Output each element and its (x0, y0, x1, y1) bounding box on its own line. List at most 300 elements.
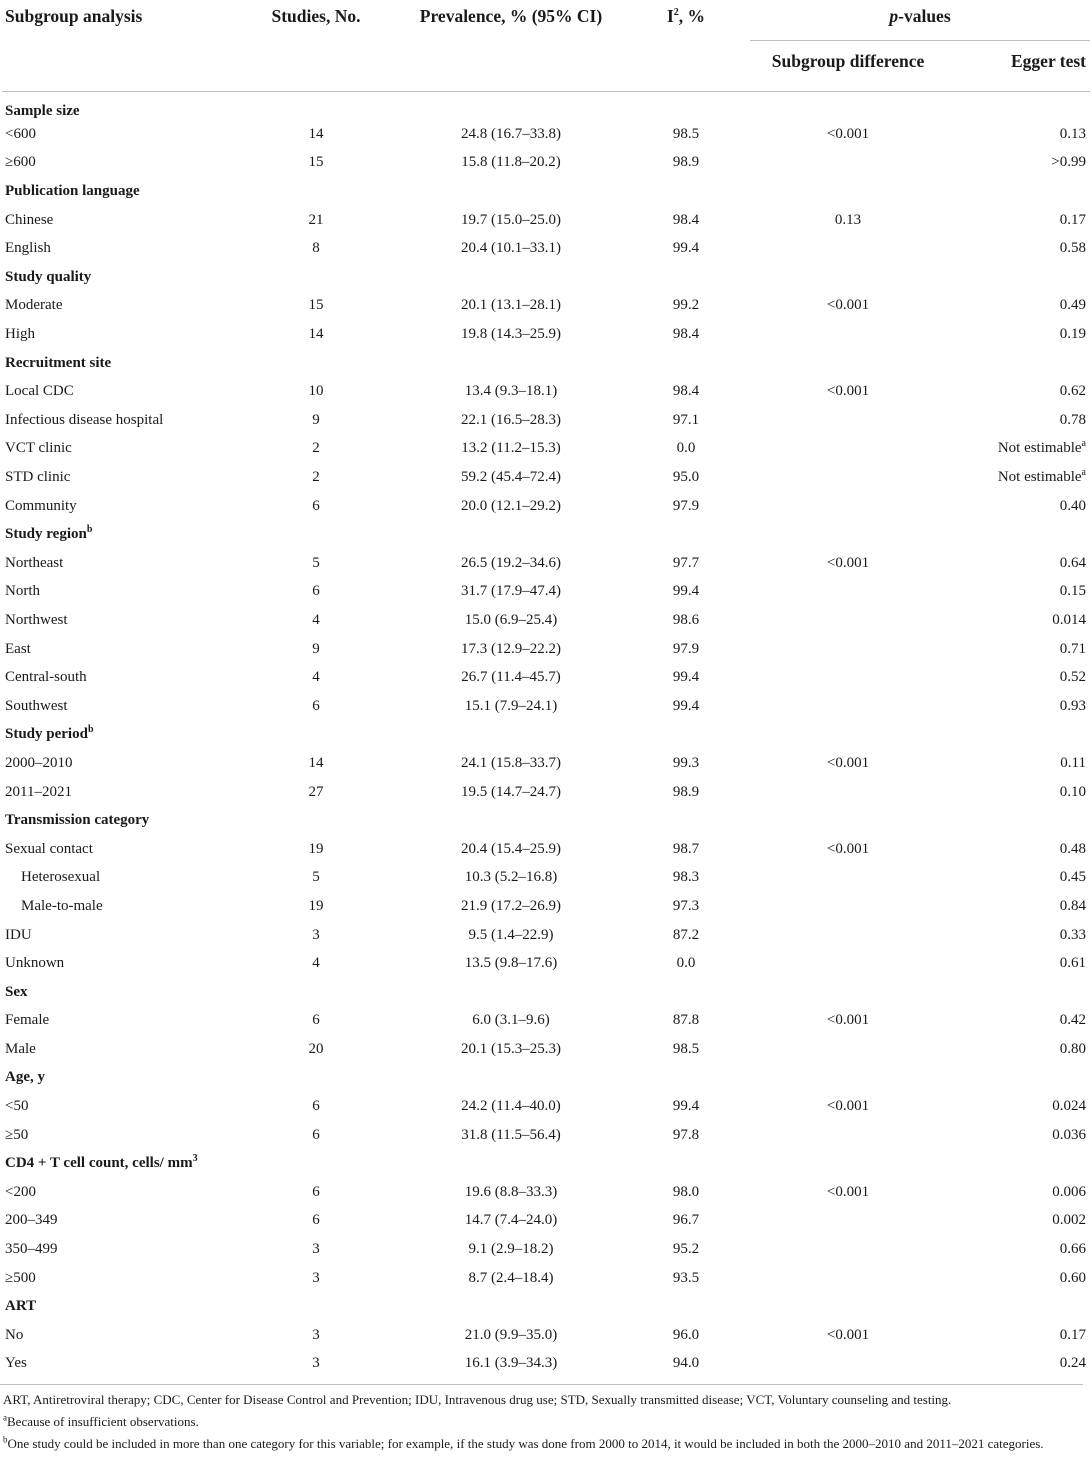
prevalence-value: 10.3 (5.2–16.8) (464, 869, 558, 886)
table-row (2, 1350, 1090, 1379)
i2-value: 94.0 (672, 1355, 700, 1372)
row-label: No (5, 1326, 24, 1343)
i2-value-cell (622, 635, 750, 664)
egger-test-pvalue: 0.60 (1059, 1269, 1086, 1286)
subgroup-difference-pvalue-cell (750, 864, 946, 893)
group-header-row (2, 177, 1090, 206)
studies-count: 14 (308, 125, 324, 142)
group-label (2, 1292, 1090, 1321)
prevalence-value-cell (400, 1350, 622, 1379)
subgroup-difference-pvalue: <0.001 (826, 754, 870, 771)
prevalence-value-cell (400, 606, 622, 635)
i2-value-cell (622, 1007, 750, 1036)
studies-count-cell (232, 435, 400, 464)
studies-count-cell (232, 864, 400, 893)
egger-footnote-mark: a (1081, 438, 1086, 450)
group-label (2, 177, 1090, 206)
subgroup-difference-pvalue-cell (750, 1121, 946, 1150)
group-label-text: Transmission category (5, 812, 150, 829)
prevalence-value-cell (400, 435, 622, 464)
i2-value-cell (622, 749, 750, 778)
egger-test-pvalue-cell (946, 234, 1090, 263)
subgroup-difference-pvalue: <0.001 (826, 1098, 870, 1115)
subgroup-difference-pvalue: <0.001 (826, 297, 870, 314)
row-label: East (5, 640, 31, 657)
subgroup-difference-pvalue-cell (750, 549, 946, 578)
subgroup-difference-pvalue: <0.001 (826, 554, 870, 571)
row-label: Infectious disease hospital (5, 411, 164, 428)
studies-count: 4 (312, 611, 320, 628)
group-label-superscript: b (86, 524, 93, 536)
i2-value-cell (622, 1178, 750, 1207)
egger-test-pvalue: 0.13 (1059, 125, 1086, 142)
prevalence-value-cell (400, 1321, 622, 1350)
group-label-text: Publication language (5, 183, 140, 200)
subgroup-difference-pvalue-cell (750, 635, 946, 664)
row-label-cell (2, 1178, 232, 1207)
i2-value: 97.9 (672, 497, 700, 514)
prevalence-value: 8.7 (2.4–18.4) (468, 1269, 554, 1286)
group-label-text: Study period (5, 726, 88, 743)
studies-count-cell (232, 749, 400, 778)
subgroup-difference-pvalue-cell (750, 921, 946, 950)
prevalence-value: 21.0 (9.9–35.0) (464, 1326, 558, 1343)
i2-value: 98.5 (672, 1040, 700, 1057)
egger-test-pvalue-cell (946, 1178, 1090, 1207)
subgroup-difference-pvalue-cell (750, 1007, 946, 1036)
prevalence-value: 59.2 (45.4–72.4) (461, 469, 561, 486)
table-row (2, 149, 1090, 178)
egger-test-pvalue-cell (946, 892, 1090, 921)
subgroup-difference-pvalue-cell (750, 1207, 946, 1236)
egger-test-pvalue-cell (946, 406, 1090, 435)
group-header-row (2, 92, 1090, 121)
egger-test-pvalue: 0.002 (1052, 1212, 1086, 1229)
prevalence-value-cell (400, 1007, 622, 1036)
group-header-row (2, 1149, 1090, 1178)
i2-value-cell (622, 1350, 750, 1379)
table-row (2, 606, 1090, 635)
egger-test-pvalue: >0.99 (1051, 154, 1086, 171)
prevalence-value-cell (400, 406, 622, 435)
row-label-cell (2, 778, 232, 807)
i2-value: 98.5 (672, 125, 700, 142)
table-row (2, 206, 1090, 235)
row-label-cell (2, 692, 232, 721)
egger-test-pvalue-cell (946, 1235, 1090, 1264)
row-label: Community (5, 497, 77, 514)
studies-count: 6 (312, 1012, 320, 1029)
egger-test-pvalue-cell (946, 1035, 1090, 1064)
row-label: IDU (5, 926, 32, 943)
studies-count: 27 (308, 783, 324, 800)
studies-count: 2 (312, 469, 320, 486)
col-header-prevalence: Prevalence, % (95% CI) (400, 0, 622, 92)
table-row (2, 1092, 1090, 1121)
prevalence-value-cell (400, 377, 622, 406)
i2-value: 93.5 (672, 1269, 700, 1286)
studies-count: 6 (312, 583, 320, 600)
i2-value: 98.4 (672, 326, 700, 343)
prevalence-value: 6.0 (3.1–9.6) (472, 1012, 550, 1029)
studies-count-cell (232, 835, 400, 864)
row-label: North (5, 583, 40, 600)
row-label-cell (2, 835, 232, 864)
table-footnotes (0, 1384, 1083, 1452)
egger-test-pvalue: Not estimable (997, 469, 1082, 486)
row-label-cell (2, 234, 232, 263)
footnote-a-mark: a (3, 1412, 7, 1423)
prevalence-value-cell (400, 921, 622, 950)
subgroup-difference-pvalue-cell (750, 1264, 946, 1293)
studies-count-cell (232, 1235, 400, 1264)
egger-test-pvalue: 0.78 (1059, 411, 1086, 428)
egger-test-pvalue-cell (946, 1350, 1090, 1379)
group-label (2, 806, 1090, 835)
egger-test-pvalue-cell (946, 635, 1090, 664)
row-label: Chinese (5, 211, 54, 228)
prevalence-value-cell (400, 663, 622, 692)
i2-value-cell (622, 949, 750, 978)
i2-value-cell (622, 406, 750, 435)
egger-test-pvalue: 0.17 (1059, 1326, 1086, 1343)
egger-test-pvalue: 0.71 (1059, 640, 1086, 657)
i2-value: 96.0 (672, 1326, 700, 1343)
prevalence-value-cell (400, 149, 622, 178)
i2-value-cell (622, 1092, 750, 1121)
studies-count: 21 (308, 211, 324, 228)
group-label (2, 349, 1090, 378)
row-label: Local CDC (5, 383, 74, 400)
studies-count-cell (232, 120, 400, 149)
row-label-cell (2, 635, 232, 664)
subgroup-difference-pvalue-cell (750, 406, 946, 435)
table-row (2, 292, 1090, 321)
table-row (2, 320, 1090, 349)
studies-count-cell (232, 149, 400, 178)
prevalence-value-cell (400, 835, 622, 864)
egger-test-pvalue: 0.48 (1059, 840, 1086, 857)
egger-test-pvalue: 0.11 (1060, 754, 1086, 771)
row-label: Southwest (5, 697, 68, 714)
col-header-subgroup: Subgroup analysis (2, 0, 232, 92)
table-row (2, 1235, 1090, 1264)
egger-test-pvalue-cell (946, 1264, 1090, 1293)
i2-value: 99.2 (672, 297, 700, 314)
egger-test-pvalue: 0.80 (1059, 1040, 1086, 1057)
i2-value: 0.0 (676, 440, 696, 457)
egger-test-pvalue-cell (946, 320, 1090, 349)
row-label: 2011–2021 (5, 783, 72, 800)
prevalence-value: 20.1 (15.3–25.3) (461, 1040, 561, 1057)
i2-value: 98.7 (672, 840, 700, 857)
prevalence-value-cell (400, 549, 622, 578)
table-row (2, 864, 1090, 893)
row-label-cell (2, 206, 232, 235)
i2-value-cell (622, 377, 750, 406)
group-label (2, 92, 1090, 121)
studies-count: 9 (312, 640, 320, 657)
prevalence-value: 20.4 (15.4–25.9) (461, 840, 561, 857)
studies-count-cell (232, 892, 400, 921)
egger-test-pvalue: 0.024 (1052, 1098, 1086, 1115)
studies-count-cell (232, 1178, 400, 1207)
studies-count-cell (232, 292, 400, 321)
row-label: Yes (5, 1355, 27, 1372)
egger-test-pvalue: 0.036 (1052, 1126, 1086, 1143)
studies-count-cell (232, 606, 400, 635)
group-label-text: ART (5, 1298, 37, 1315)
row-label-cell (2, 1092, 232, 1121)
subgroup-difference-pvalue-cell (750, 778, 946, 807)
col-header-studies: Studies, No. (232, 0, 400, 92)
row-label: Sexual contact (5, 840, 93, 857)
table-row (2, 778, 1090, 807)
prevalence-value: 31.7 (17.9–47.4) (461, 583, 561, 600)
i2-value: 97.8 (672, 1126, 700, 1143)
row-label: <200 (5, 1183, 36, 1200)
egger-test-pvalue: 0.64 (1059, 554, 1086, 571)
row-label-cell (2, 1207, 232, 1236)
egger-test-pvalue-cell (946, 206, 1090, 235)
egger-test-pvalue-cell (946, 749, 1090, 778)
i2-value-cell (622, 492, 750, 521)
subgroup-difference-pvalue: <0.001 (826, 1012, 870, 1029)
i2-value-cell (622, 1264, 750, 1293)
studies-count: 6 (312, 697, 320, 714)
prevalence-value: 20.4 (10.1–33.1) (461, 240, 561, 257)
table-row (2, 749, 1090, 778)
row-label-cell (2, 1007, 232, 1036)
row-label-cell (2, 1235, 232, 1264)
studies-count-cell (232, 463, 400, 492)
i2-value-cell (622, 778, 750, 807)
subgroup-difference-pvalue-cell (750, 463, 946, 492)
prevalence-value-cell (400, 1035, 622, 1064)
studies-count-cell (232, 921, 400, 950)
studies-count-cell (232, 635, 400, 664)
group-label-text: Sample size (5, 102, 80, 119)
i2-value-cell (622, 206, 750, 235)
prevalence-value-cell (400, 864, 622, 893)
studies-count: 6 (312, 497, 320, 514)
subgroup-difference-pvalue: <0.001 (826, 125, 870, 142)
table-row (2, 120, 1090, 149)
table-row (2, 549, 1090, 578)
row-label: English (5, 240, 51, 257)
i2-value-cell (622, 663, 750, 692)
prevalence-value: 15.1 (7.9–24.1) (464, 697, 558, 714)
row-label-cell (2, 120, 232, 149)
group-label (2, 1149, 1090, 1178)
row-label: STD clinic (5, 469, 71, 486)
prevalence-value-cell (400, 1178, 622, 1207)
subgroup-difference-pvalue-cell (750, 663, 946, 692)
prevalence-value-cell (400, 120, 622, 149)
table-row (2, 1035, 1090, 1064)
egger-test-pvalue-cell (946, 692, 1090, 721)
i2-value: 99.4 (672, 240, 700, 257)
studies-count: 10 (308, 383, 324, 400)
group-header-row (2, 978, 1090, 1007)
row-label: 350–499 (5, 1241, 58, 1258)
studies-count-cell (232, 234, 400, 263)
prevalence-value: 15.0 (6.9–25.4) (464, 611, 558, 628)
prevalence-value: 31.8 (11.5–56.4) (461, 1126, 561, 1143)
i2-value: 99.4 (672, 1098, 700, 1115)
subgroup-difference-pvalue-cell (750, 149, 946, 178)
prevalence-value: 20.1 (13.1–28.1) (461, 297, 561, 314)
pvalues-italic: p (889, 6, 899, 26)
i2-value: 0.0 (676, 955, 696, 972)
i2-value-cell (622, 1121, 750, 1150)
i2-value: 99.3 (672, 754, 700, 771)
egger-test-pvalue-cell (946, 921, 1090, 950)
subgroup-difference-pvalue-cell (750, 1092, 946, 1121)
i2-value: 98.4 (672, 211, 700, 228)
egger-test-pvalue-cell (946, 1092, 1090, 1121)
prevalence-value: 13.5 (9.8–17.6) (464, 955, 558, 972)
prevalence-value-cell (400, 578, 622, 607)
row-label-cell (2, 606, 232, 635)
row-label: <600 (5, 125, 36, 142)
prevalence-value-cell (400, 892, 622, 921)
subgroup-difference-pvalue-cell (750, 749, 946, 778)
row-label-cell (2, 864, 232, 893)
row-label-cell (2, 292, 232, 321)
i2-value-cell (622, 1321, 750, 1350)
i2-value-cell (622, 578, 750, 607)
row-label: Northeast (5, 554, 64, 571)
prevalence-value-cell (400, 292, 622, 321)
egger-test-pvalue-cell (946, 377, 1090, 406)
group-label (2, 520, 1090, 549)
subgroup-difference-pvalue-cell (750, 320, 946, 349)
subgroup-difference-pvalue-cell (750, 120, 946, 149)
subgroup-difference-pvalue-cell (750, 1350, 946, 1379)
egger-test-pvalue: 0.17 (1059, 211, 1086, 228)
row-label-cell (2, 492, 232, 521)
studies-count: 19 (308, 897, 324, 914)
studies-count-cell (232, 1350, 400, 1379)
studies-count-cell (232, 492, 400, 521)
egger-test-pvalue-cell (946, 1007, 1090, 1036)
prevalence-value: 14.7 (7.4–24.0) (464, 1212, 558, 1229)
row-label-cell (2, 1121, 232, 1150)
group-header-row (2, 263, 1090, 292)
egger-test-pvalue: 0.93 (1059, 697, 1086, 714)
studies-count: 5 (312, 554, 320, 571)
studies-count-cell (232, 778, 400, 807)
studies-count: 14 (308, 754, 324, 771)
subgroup-difference-pvalue: <0.001 (826, 1326, 870, 1343)
prevalence-value-cell (400, 463, 622, 492)
studies-count: 9 (312, 411, 320, 428)
egger-test-pvalue: 0.10 (1059, 783, 1086, 800)
egger-test-pvalue-cell (946, 435, 1090, 464)
prevalence-value: 21.9 (17.2–26.9) (461, 897, 561, 914)
egger-test-pvalue: 0.52 (1059, 669, 1086, 686)
prevalence-value: 17.3 (12.9–22.2) (461, 640, 561, 657)
egger-test-pvalue: 0.84 (1059, 897, 1086, 914)
subgroup-difference-pvalue: <0.001 (826, 383, 870, 400)
prevalence-value-cell (400, 692, 622, 721)
footnote-b-mark: b (3, 1434, 8, 1445)
studies-count-cell (232, 1035, 400, 1064)
studies-count: 20 (308, 1040, 324, 1057)
i2-value-cell (622, 435, 750, 464)
subgroup-difference-pvalue: <0.001 (826, 1183, 870, 1200)
egger-test-pvalue: 0.45 (1059, 869, 1086, 886)
prevalence-value: 19.6 (8.8–33.3) (464, 1183, 558, 1200)
table-row (2, 1207, 1090, 1236)
group-label-text: Study quality (5, 268, 92, 285)
subgroup-difference-pvalue-cell (750, 1178, 946, 1207)
i2-value: 98.0 (672, 1183, 700, 1200)
egger-footnote-mark: a (1081, 467, 1086, 479)
group-label (2, 1064, 1090, 1093)
prevalence-value-cell (400, 635, 622, 664)
table-row (2, 835, 1090, 864)
egger-test-pvalue: 0.61 (1059, 955, 1086, 972)
row-label: Female (5, 1012, 50, 1029)
egger-test-pvalue-cell (946, 606, 1090, 635)
group-header-row (2, 806, 1090, 835)
table-row (2, 892, 1090, 921)
subgroup-difference-pvalue-cell (750, 435, 946, 464)
i2-value-cell (622, 463, 750, 492)
prevalence-value: 15.8 (11.8–20.2) (461, 154, 561, 171)
egger-test-pvalue-cell (946, 864, 1090, 893)
table-row (2, 692, 1090, 721)
studies-count: 2 (312, 440, 320, 457)
egger-test-pvalue: 0.24 (1059, 1355, 1086, 1372)
studies-count-cell (232, 1264, 400, 1293)
group-label-superscript: 3 (192, 1153, 198, 1165)
row-label: ≥500 (5, 1269, 36, 1286)
prevalence-value-cell (400, 234, 622, 263)
prevalence-value: 22.1 (16.5–28.3) (461, 411, 561, 428)
egger-test-pvalue-cell (946, 463, 1090, 492)
group-label-text: Study region (5, 526, 87, 543)
table-row (2, 663, 1090, 692)
studies-count: 6 (312, 1126, 320, 1143)
subgroup-difference-pvalue-cell (750, 292, 946, 321)
row-label: Male-to-male (21, 897, 103, 914)
egger-test-pvalue-cell (946, 549, 1090, 578)
row-label-cell (2, 377, 232, 406)
i2-value: 99.4 (672, 697, 700, 714)
footnote-a (3, 1413, 1083, 1430)
table-row (2, 635, 1090, 664)
table-row (2, 463, 1090, 492)
studies-count: 14 (308, 326, 324, 343)
egger-test-pvalue: 0.49 (1059, 297, 1086, 314)
egger-test-pvalue-cell (946, 578, 1090, 607)
prevalence-value-cell (400, 1207, 622, 1236)
prevalence-value: 9.5 (1.4–22.9) (468, 926, 554, 943)
prevalence-value: 26.5 (19.2–34.6) (461, 554, 561, 571)
studies-count: 3 (312, 1326, 320, 1343)
i2-value-cell (622, 921, 750, 950)
group-header-row (2, 349, 1090, 378)
group-label (2, 721, 1090, 750)
studies-count: 8 (312, 240, 320, 257)
studies-count: 3 (312, 1241, 320, 1258)
studies-count: 5 (312, 869, 320, 886)
prevalence-value: 9.1 (2.9–18.2) (468, 1241, 554, 1258)
subgroup-difference-pvalue-cell (750, 1235, 946, 1264)
